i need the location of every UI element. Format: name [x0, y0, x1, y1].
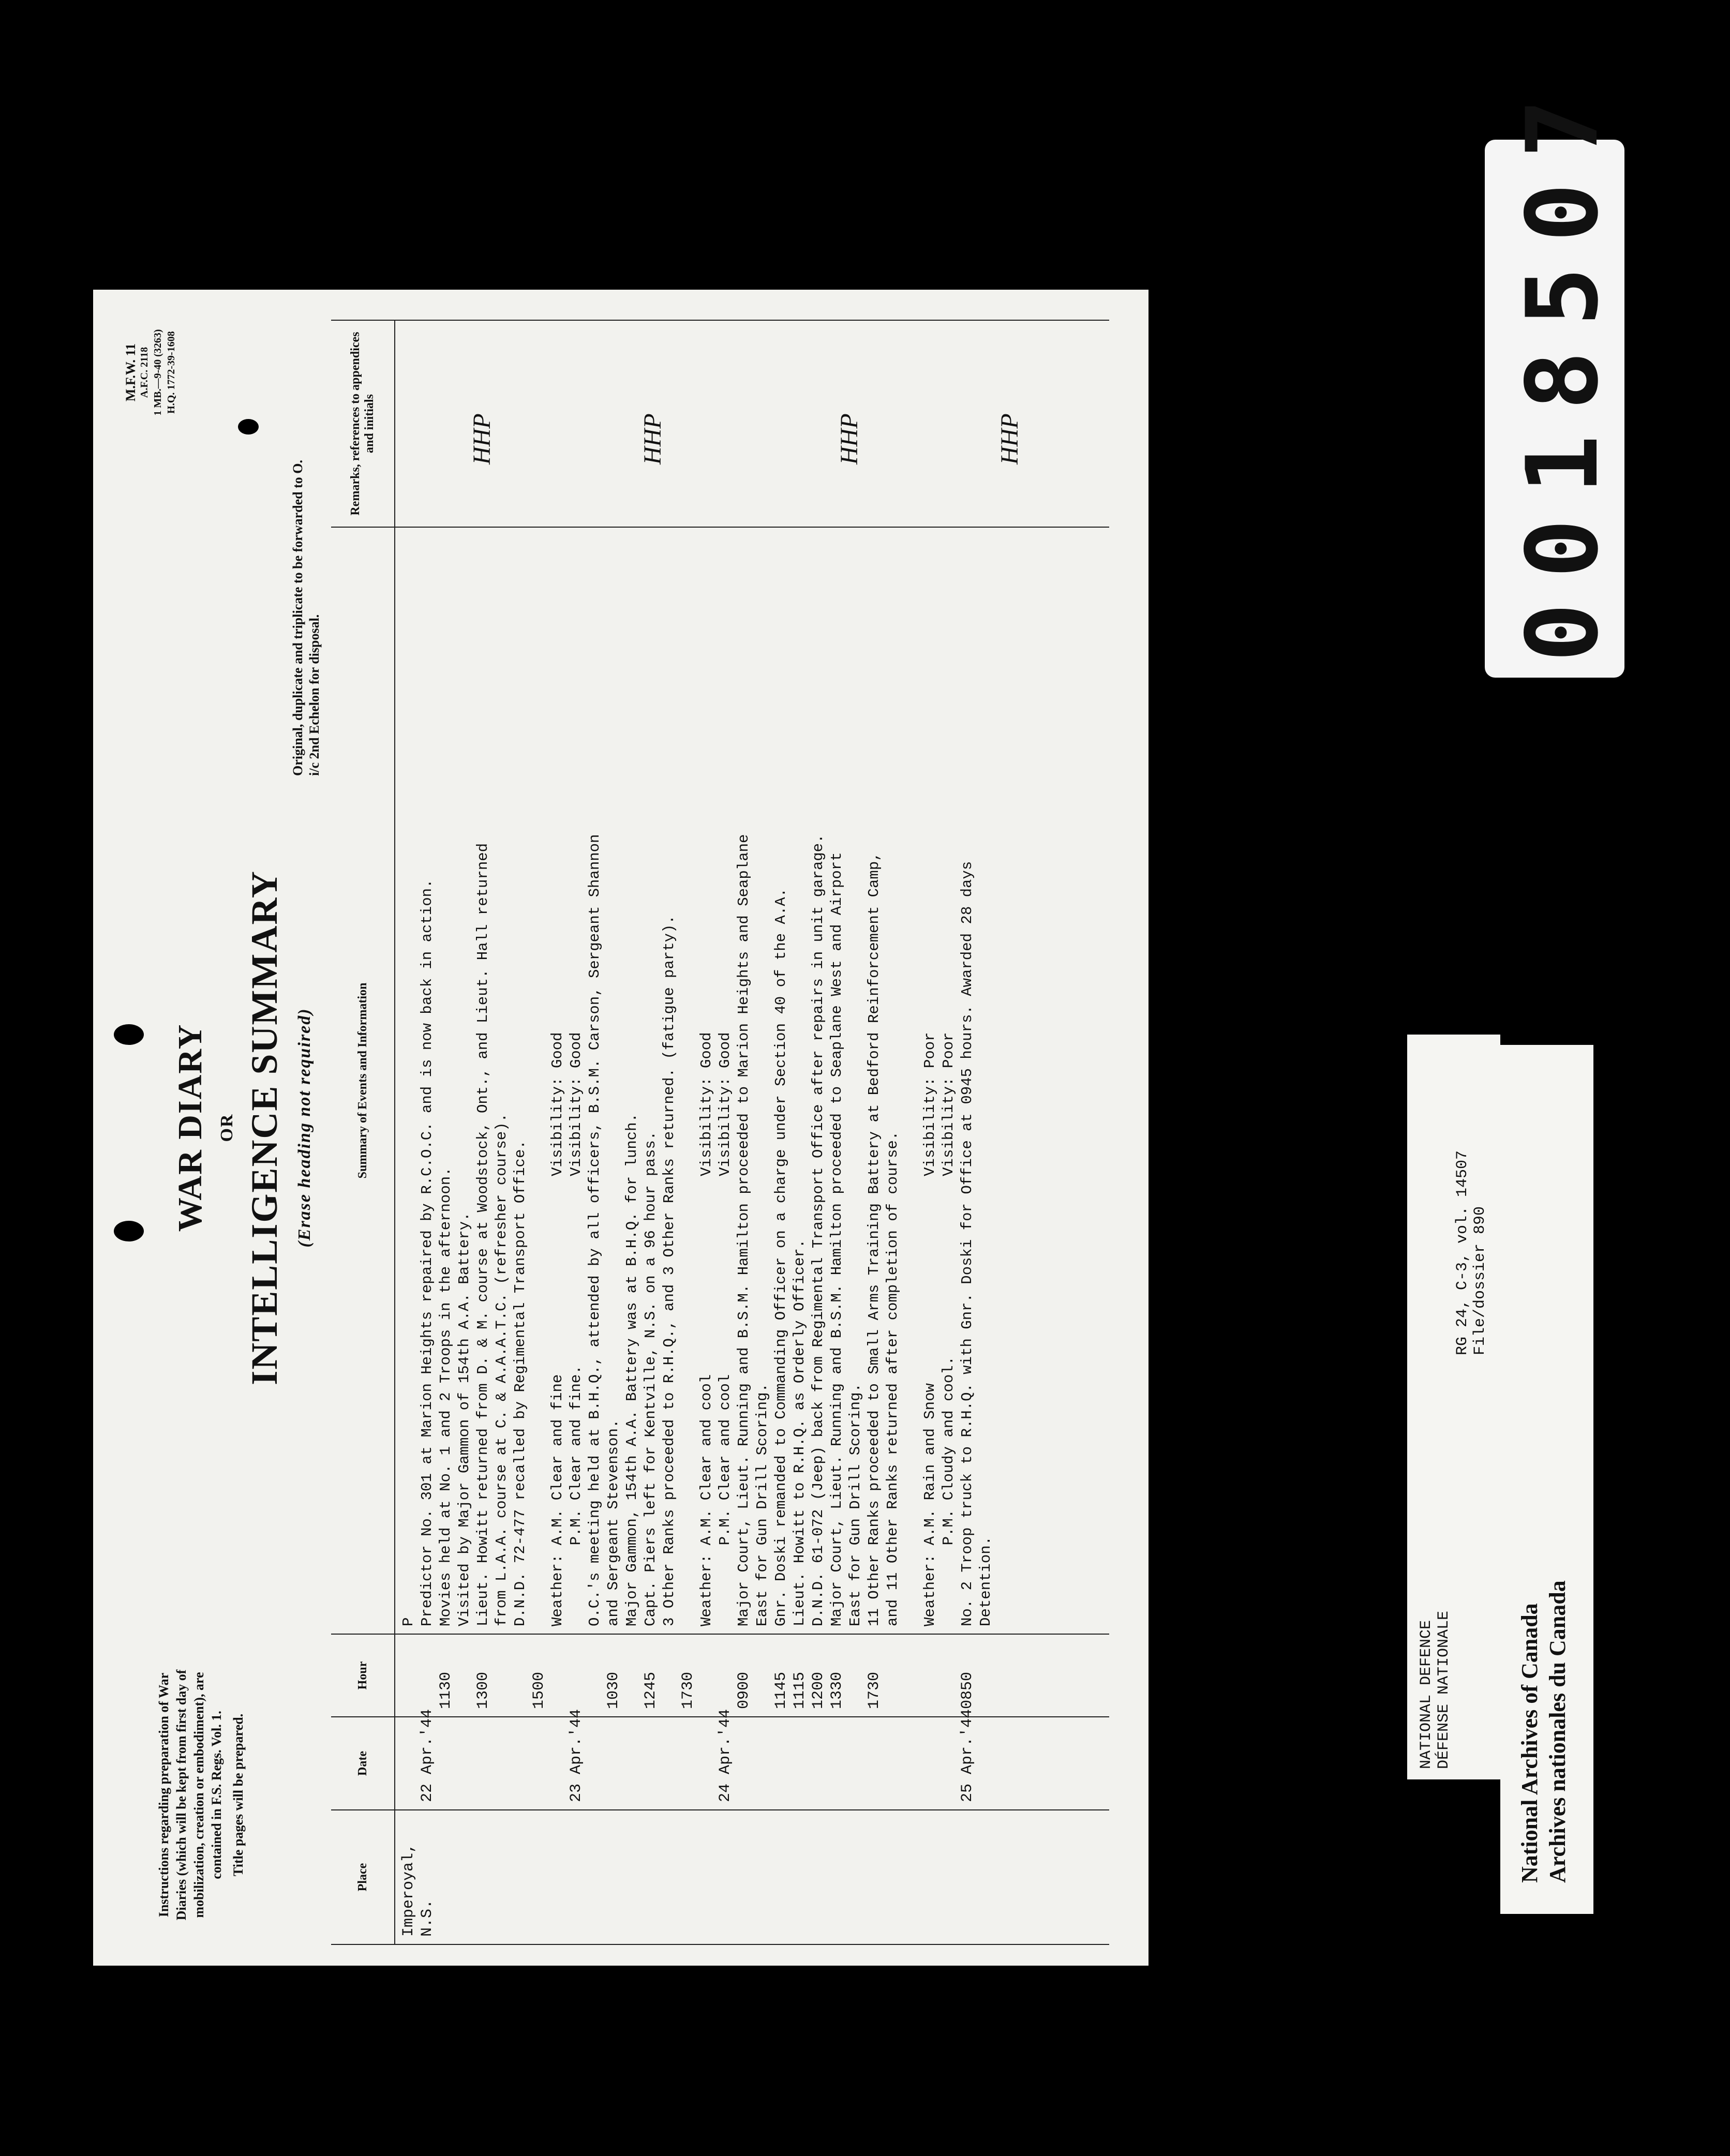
header-date: Date: [331, 1717, 395, 1810]
punch-hole: [114, 1221, 144, 1241]
place-cell: Imperoyal, N.S.: [400, 1843, 436, 1937]
table-body-row: [395, 320, 1109, 1944]
reference-line-2: File/dossier 890: [1471, 1206, 1489, 1355]
header-place: Place: [331, 1810, 395, 1944]
header-summary: Summary of Events and Information: [331, 527, 395, 1634]
nac-name-fr: Archives nationales du Canada: [1545, 1580, 1570, 1883]
date-cell: 22 Apr.'44 23 Apr.'44 24 Apr.'44 25 Apr.'44: [419, 1709, 976, 1802]
archive-strip-nac: [1500, 1045, 1593, 1914]
frame-number: 0018507: [1505, 74, 1620, 662]
initials-signature: HHP: [996, 413, 1023, 465]
form-code-block: [124, 310, 178, 435]
initials-signature: HHP: [836, 413, 863, 465]
diary-table: [331, 320, 1109, 1945]
defence-line-fr: DÉFENSE NATIONALE: [1435, 1610, 1453, 1769]
archive-strip-defence: [1407, 1035, 1500, 1779]
defence-label: [1418, 1611, 1453, 1769]
initials-signature: HHP: [639, 413, 666, 465]
title-pages-text: Title pages will be prepared.: [231, 1713, 246, 1877]
reference-line-1: RG 24, C-3, vol. 14507: [1454, 1150, 1471, 1355]
war-diary-sheet: [93, 290, 1149, 1966]
nac-name-en: National Archives of Canada: [1517, 1603, 1542, 1883]
form-code-2: A.F.C. 2118: [139, 347, 150, 398]
form-code: M.F.W. 11: [123, 343, 138, 402]
summary-cell: P Predictor No. 301 at Marion Heights repaired by R.C.O.C. and is now back in action. Movies held at No. 1 and 2 Troops in the afternoon. Visited by Major Gammon of 154th A.A. Battery. Lieut. Howitt returned from D. & M. course at Woodstock, Ont., and Lieut. Hall returned from L.A.A. course at C. & A.A.A.T.C. (refresher course). D.N.D. 72-477 recalled by Regimental Transport Office. Weather: A.M. Clear and fine Visibility: Good P.M. Clear and fine. Visibility: Good O.C.'s meeting held at B.H.Q., attended by all officers, B.S.M. Carson, Sergeant Shannon and Sergeant Stevenson. Major Gammon, 154th A.A. Battery was at B.H.Q. for lunch. Capt. Piers left for Kentville, N.S. on a 96 hour pass. 3 Other Ranks proceeded to R.H.Q., and 3 Other Ranks returned. (fatigue party). Weather: A.M. Clear and cool Visibility: Good P.M. Clear and cool Visibility: Good Major Court, Lieut. Running and B.S.M. Hamilton proceeded to Marion Heights and Seaplane East for Gun Drill Scoring. Gnr. Doski remanded to Commanding Officer on a charge under Section 40 of the A.A. Lieut. Howitt to R.H.Q. as Orderly Officer. D.N.D. 61-072 (Jeep) back from Regimental Transport Office after repairs in unit garage. Major Court, Lieut. Running and B.S.M. Hamilton proceeded to Seaplane West and Airport East for Gun Drill Scoring. 11 Other Ranks proceeded to Small Arms Training Battery at Bedford Reinforcement Camp, and 11 Other Ranks returned after completion of course. Weather: A.M. Rain and Snow Visibility: Poor P.M. Cloudy and cool. Visibility: Poor No. 2 Troop truck to R.H.Q. with Gnr. Doski for Office at 0945 hours. Awarded 28 days Detention.: [400, 834, 994, 1626]
hour-cell: 1130 1300 1500 1030 1245 1730 0900 1145 1115 1200 1330 1730 0850: [437, 1671, 976, 1709]
nac-label: [1516, 1580, 1572, 1883]
initials-signature: HHP: [468, 413, 496, 465]
remarks-cell: [395, 321, 1109, 527]
original-note: Original, duplicate and triplicate to be forwarded to O. i/c 2nd Echelon for disposal.: [290, 460, 322, 776]
defence-line-en: NATIONAL DEFENCE: [1418, 1620, 1435, 1769]
instructions-text: Instructions regarding preparation of War Diaries (which will be kept from first day of mobilization, creation or embodiment), are contained in F.S. Regs. Vol. 1.: [156, 1669, 224, 1921]
title-intelligence-summary: INTELLIGENCE SUMMARY: [244, 870, 285, 1385]
title-war-diary: WAR DIARY: [171, 1023, 209, 1232]
table-header-row: [331, 320, 395, 1944]
header-remarks: Remarks, references to appendices and initials: [331, 320, 395, 527]
form-code-3: 1 MB.—9-40 (3263): [152, 329, 163, 416]
reference-label: [1454, 1150, 1489, 1355]
frame-number-label: [1485, 74, 1624, 678]
title-or: OR: [217, 1113, 236, 1142]
header-hour: Hour: [331, 1634, 395, 1717]
form-code-4: H.Q. 1772-39-1608: [166, 331, 177, 414]
punch-hole: [114, 1024, 144, 1045]
erase-note: (Erase heading not required): [295, 1008, 314, 1248]
